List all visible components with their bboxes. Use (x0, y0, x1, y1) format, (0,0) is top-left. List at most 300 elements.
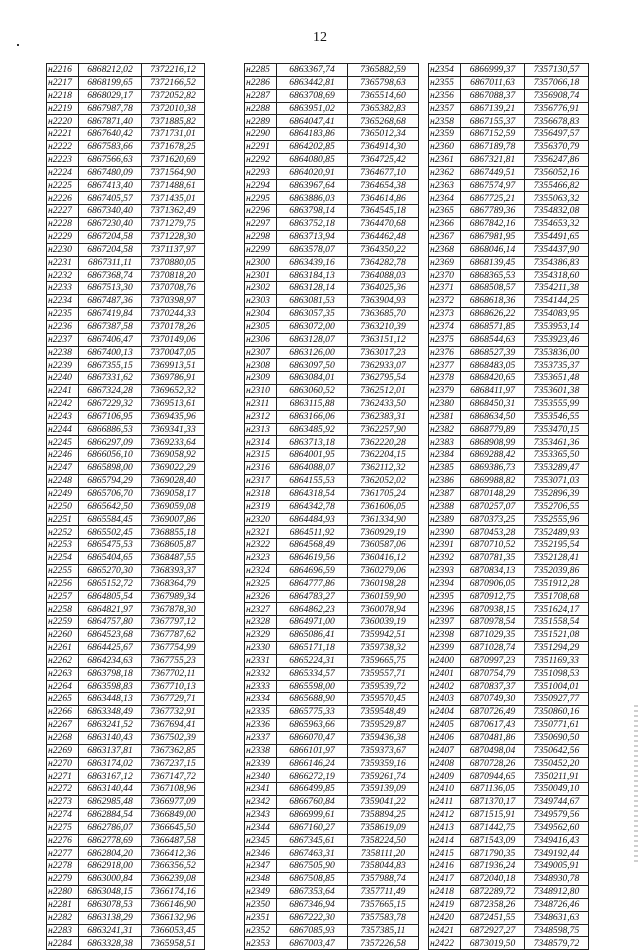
table-row (245, 937, 419, 950)
coord-y-cell: 7366053,45 (142, 924, 205, 937)
coord-x-cell: 6864088,07 (277, 462, 348, 475)
point-id-cell: н2255 (47, 564, 79, 577)
point-id-cell: н2275 (47, 821, 79, 834)
table-row (429, 513, 589, 526)
point-id-cell: н2246 (47, 449, 79, 462)
point-id-cell: н2373 (429, 308, 461, 321)
coord-y-cell: 7354083,95 (525, 308, 589, 321)
coord-x-cell: 6863241,31 (79, 924, 142, 937)
coord-y-cell: 7364725,42 (348, 153, 419, 166)
coord-y-cell: 7357988,74 (348, 873, 419, 886)
coord-y-cell: 7351624,17 (525, 603, 589, 616)
table-row (47, 757, 205, 770)
coord-y-cell: 7371228,30 (142, 230, 205, 243)
coord-y-cell: 7359557,71 (348, 667, 419, 680)
coord-x-cell: 6870997,23 (461, 654, 525, 667)
coord-y-cell: 7367108,96 (142, 783, 205, 796)
point-id-cell: н2224 (47, 166, 79, 179)
coord-x-cell: 6868046,14 (461, 243, 525, 256)
coord-x-cell: 6866760,84 (277, 796, 348, 809)
coord-x-cell: 6865598,00 (277, 680, 348, 693)
coord-x-cell: 6872451,55 (461, 911, 525, 924)
point-id-cell: н2374 (429, 320, 461, 333)
table-row (47, 924, 205, 937)
table-row (429, 577, 589, 590)
point-id-cell: н2345 (245, 834, 277, 847)
coord-y-cell: 7369022,29 (142, 462, 205, 475)
table-row (245, 436, 419, 449)
table-row (47, 629, 205, 642)
coord-y-cell: 7360198,28 (348, 577, 419, 590)
coord-y-cell: 7353923,46 (525, 333, 589, 346)
coord-x-cell: 6863752,18 (277, 218, 348, 231)
point-id-cell: н2305 (245, 320, 277, 333)
coord-y-cell: 7369233,64 (142, 436, 205, 449)
table-row (47, 128, 205, 141)
table-row (429, 243, 589, 256)
coord-x-cell: 6868544,63 (461, 333, 525, 346)
point-id-cell: н2361 (429, 153, 461, 166)
point-id-cell: н2308 (245, 359, 277, 372)
point-id-cell: н2254 (47, 552, 79, 565)
coord-x-cell: 6867230,40 (79, 218, 142, 231)
point-id-cell: н2331 (245, 654, 277, 667)
point-id-cell: н2338 (245, 744, 277, 757)
point-id-cell: н2369 (429, 256, 461, 269)
table-row (245, 860, 419, 873)
coord-y-cell: 7367797,12 (142, 616, 205, 629)
coord-x-cell: 6866146,24 (277, 757, 348, 770)
table-row (47, 230, 205, 243)
coord-x-cell: 6863439,16 (277, 256, 348, 269)
coord-y-cell: 7369059,08 (142, 500, 205, 513)
table-row (47, 308, 205, 321)
coord-x-cell: 6867871,40 (79, 115, 142, 128)
coord-y-cell: 7349416,43 (525, 834, 589, 847)
coord-x-cell: 6867405,57 (79, 192, 142, 205)
coord-x-cell: 6862884,54 (79, 808, 142, 821)
coord-y-cell: 7370880,05 (142, 256, 205, 269)
point-id-cell: н2237 (47, 333, 79, 346)
table-row (245, 385, 419, 398)
table-row (429, 654, 589, 667)
table-row (429, 796, 589, 809)
coord-x-cell: 6863951,02 (277, 102, 348, 115)
point-id-cell: н2248 (47, 475, 79, 488)
table-row (47, 577, 205, 590)
coord-x-cell: 6863166,06 (277, 410, 348, 423)
point-id-cell: н2407 (429, 744, 461, 757)
table-row (47, 397, 205, 410)
coord-x-cell: 6868450,31 (461, 397, 525, 410)
point-id-cell: н2363 (429, 179, 461, 192)
coord-x-cell: 6863367,74 (277, 64, 348, 77)
table-row (429, 873, 589, 886)
point-id-cell: н2286 (245, 76, 277, 89)
table-row (245, 667, 419, 680)
table-row (47, 141, 205, 154)
coord-y-cell: 7352706,55 (525, 500, 589, 513)
coord-y-cell: 7369786,91 (142, 372, 205, 385)
table-row (47, 320, 205, 333)
coord-x-cell: 6871515,91 (461, 808, 525, 821)
table-row (245, 462, 419, 475)
coord-y-cell: 7371488,61 (142, 179, 205, 192)
point-id-cell: н2366 (429, 218, 461, 231)
coord-y-cell: 7366645,50 (142, 821, 205, 834)
coord-y-cell: 7353546,55 (525, 410, 589, 423)
point-id-cell: н2406 (429, 731, 461, 744)
point-id-cell: н2270 (47, 757, 79, 770)
coord-y-cell: 7368487,55 (142, 552, 205, 565)
point-id-cell: н2266 (47, 706, 79, 719)
coord-x-cell: 6864523,68 (79, 629, 142, 642)
table-row (429, 487, 589, 500)
coord-y-cell: 7359529,87 (348, 719, 419, 732)
table-row (429, 847, 589, 860)
table-body (47, 64, 205, 950)
coord-y-cell: 7356497,57 (525, 128, 589, 141)
coord-x-cell: 6863084,01 (277, 372, 348, 385)
coord-y-cell: 7364614,86 (348, 192, 419, 205)
coord-y-cell: 7371435,01 (142, 192, 205, 205)
coord-x-cell: 6864234,63 (79, 654, 142, 667)
point-id-cell: н2279 (47, 873, 79, 886)
coord-x-cell: 6863184,13 (277, 269, 348, 282)
coord-x-cell: 6868908,99 (461, 436, 525, 449)
table-row (429, 76, 589, 89)
table-row (245, 333, 419, 346)
coord-y-cell: 7353836,00 (525, 346, 589, 359)
coord-x-cell: 6870906,05 (461, 577, 525, 590)
point-id-cell: н2265 (47, 693, 79, 706)
table-row (47, 937, 205, 950)
point-id-cell: н2303 (245, 295, 277, 308)
coord-x-cell: 6870781,35 (461, 552, 525, 565)
point-id-cell: н2336 (245, 719, 277, 732)
coord-y-cell: 7362257,90 (348, 423, 419, 436)
coord-y-cell: 7368364,79 (142, 577, 205, 590)
point-id-cell: н2391 (429, 539, 461, 552)
point-id-cell: н2419 (429, 898, 461, 911)
point-id-cell: н2388 (429, 500, 461, 513)
coord-y-cell: 7350049,10 (525, 783, 589, 796)
point-id-cell: н2216 (47, 64, 79, 77)
table-row (47, 796, 205, 809)
coord-y-cell: 7357385,11 (348, 924, 419, 937)
table-row (429, 526, 589, 539)
coord-x-cell: 6865334,57 (277, 667, 348, 680)
point-id-cell: н2349 (245, 886, 277, 899)
table-row (429, 153, 589, 166)
table-row (429, 269, 589, 282)
table-row (47, 346, 205, 359)
coord-y-cell: 7367732,91 (142, 706, 205, 719)
point-id-cell: н2356 (429, 89, 461, 102)
coord-y-cell: 7348930,78 (525, 873, 589, 886)
coord-y-cell: 7359570,45 (348, 693, 419, 706)
coord-x-cell: 6863057,35 (277, 308, 348, 321)
point-id-cell: н2415 (429, 847, 461, 860)
coord-x-cell: 6865152,72 (79, 577, 142, 590)
coord-y-cell: 7366146,90 (142, 898, 205, 911)
coord-x-cell: 6866272,19 (277, 770, 348, 783)
point-id-cell: н2335 (245, 706, 277, 719)
coord-x-cell: 6872927,27 (461, 924, 525, 937)
coord-x-cell: 6864318,54 (277, 487, 348, 500)
point-id-cell: н2332 (245, 667, 277, 680)
table-row (429, 731, 589, 744)
coord-y-cell: 7350452,20 (525, 757, 589, 770)
point-id-cell: н2256 (47, 577, 79, 590)
coord-x-cell: 6872040,18 (461, 873, 525, 886)
point-id-cell: н2240 (47, 372, 79, 385)
point-id-cell: н2408 (429, 757, 461, 770)
table-row (245, 757, 419, 770)
coord-x-cell: 6871790,35 (461, 847, 525, 860)
point-id-cell: н2390 (429, 526, 461, 539)
coord-x-cell: 6863708,69 (277, 89, 348, 102)
point-id-cell: н2233 (47, 282, 79, 295)
coord-x-cell: 6863448,13 (79, 693, 142, 706)
point-id-cell: н2288 (245, 102, 277, 115)
coord-y-cell: 7348912,80 (525, 886, 589, 899)
table-row (429, 603, 589, 616)
coord-x-cell: 6868420,65 (461, 372, 525, 385)
table-row (429, 218, 589, 231)
point-id-cell: н2322 (245, 539, 277, 552)
coord-y-cell: 7371362,49 (142, 205, 205, 218)
coord-x-cell: 6864001,95 (277, 449, 348, 462)
table-row (245, 230, 419, 243)
coord-y-cell: 7366239,08 (142, 873, 205, 886)
point-id-cell: н2273 (47, 796, 79, 809)
table-row (429, 590, 589, 603)
coord-y-cell: 7361705,24 (348, 487, 419, 500)
table-row (429, 436, 589, 449)
table-row (245, 179, 419, 192)
coord-y-cell: 7367694,41 (142, 719, 205, 732)
coord-y-cell: 7351708,68 (525, 590, 589, 603)
table-row (245, 680, 419, 693)
coord-x-cell: 6870749,30 (461, 693, 525, 706)
coord-x-cell: 6863060,52 (277, 385, 348, 398)
table-row (245, 218, 419, 231)
point-id-cell: н2400 (429, 654, 461, 667)
coord-y-cell: 7353071,03 (525, 475, 589, 488)
table-row (429, 680, 589, 693)
coord-x-cell: 6865642,50 (79, 500, 142, 513)
coord-y-cell: 7356908,74 (525, 89, 589, 102)
table-row (245, 346, 419, 359)
table-row (429, 552, 589, 565)
point-id-cell: н2411 (429, 796, 461, 809)
coord-x-cell: 6870938,15 (461, 603, 525, 616)
coord-x-cell: 6863967,64 (277, 179, 348, 192)
coord-x-cell: 6865794,29 (79, 475, 142, 488)
point-id-cell: н2385 (429, 462, 461, 475)
table-row (47, 680, 205, 693)
coord-y-cell: 7354211,38 (525, 282, 589, 295)
coord-x-cell: 6871136,05 (461, 783, 525, 796)
coord-y-cell: 7363017,23 (348, 346, 419, 359)
point-id-cell: н2234 (47, 295, 79, 308)
table-row (245, 564, 419, 577)
coord-x-cell: 6869288,42 (461, 449, 525, 462)
coord-x-cell: 6864342,78 (277, 500, 348, 513)
coord-y-cell: 7364654,38 (348, 179, 419, 192)
table-row (47, 205, 205, 218)
point-id-cell: н2398 (429, 629, 461, 642)
coord-y-cell: 7366977,09 (142, 796, 205, 809)
coord-y-cell: 7367710,13 (142, 680, 205, 693)
coord-y-cell: 7353470,15 (525, 423, 589, 436)
coord-x-cell: 6864202,85 (277, 141, 348, 154)
point-id-cell: н2329 (245, 629, 277, 642)
table-row (429, 500, 589, 513)
point-id-cell: н2417 (429, 873, 461, 886)
coord-y-cell: 7366849,00 (142, 808, 205, 821)
table-row (429, 372, 589, 385)
coord-y-cell: 7370398,97 (142, 295, 205, 308)
table-row (47, 911, 205, 924)
point-id-cell: н2282 (47, 911, 79, 924)
table-row (47, 821, 205, 834)
coord-x-cell: 6867566,63 (79, 153, 142, 166)
coord-x-cell: 6867088,37 (461, 89, 525, 102)
table-row (429, 462, 589, 475)
coord-x-cell: 6863713,18 (277, 436, 348, 449)
table-row (47, 115, 205, 128)
point-id-cell: н2235 (47, 308, 79, 321)
table-row (429, 230, 589, 243)
point-id-cell: н2280 (47, 886, 79, 899)
coord-y-cell: 7354386,83 (525, 256, 589, 269)
point-id-cell: н2295 (245, 192, 277, 205)
table-row (245, 269, 419, 282)
coord-x-cell: 6865584,45 (79, 513, 142, 526)
coord-x-cell: 6867345,61 (277, 834, 348, 847)
coord-y-cell: 7356678,83 (525, 115, 589, 128)
coord-y-cell: 7371731,01 (142, 128, 205, 141)
coord-x-cell: 6867406,47 (79, 333, 142, 346)
coord-y-cell: 7364462,48 (348, 230, 419, 243)
coord-y-cell: 7367754,99 (142, 641, 205, 654)
point-id-cell: н2328 (245, 616, 277, 629)
coord-x-cell: 6868365,53 (461, 269, 525, 282)
table-row (429, 706, 589, 719)
coord-x-cell: 6866070,47 (277, 731, 348, 744)
point-id-cell: н2247 (47, 462, 79, 475)
point-id-cell: н2274 (47, 808, 79, 821)
table-row (245, 783, 419, 796)
coord-y-cell: 7349562,60 (525, 821, 589, 834)
point-id-cell: н2232 (47, 269, 79, 282)
coord-y-cell: 7370149,06 (142, 333, 205, 346)
coord-x-cell: 6868139,45 (461, 256, 525, 269)
table-row (47, 475, 205, 488)
point-id-cell: н2242 (47, 397, 79, 410)
point-id-cell: н2310 (245, 385, 277, 398)
table-row (245, 616, 419, 629)
coord-x-cell: 6867139,21 (461, 102, 525, 115)
coord-x-cell: 6870617,43 (461, 719, 525, 732)
coord-y-cell: 7363904,93 (348, 295, 419, 308)
point-id-cell: н2383 (429, 436, 461, 449)
point-id-cell: н2225 (47, 179, 79, 192)
table-row (47, 808, 205, 821)
table-row (429, 808, 589, 821)
point-id-cell: н2404 (429, 706, 461, 719)
coord-x-cell: 6864696,59 (277, 564, 348, 577)
coord-y-cell: 7371564,90 (142, 166, 205, 179)
point-id-cell: н2354 (429, 64, 461, 77)
coord-x-cell: 6868199,65 (79, 76, 142, 89)
coord-x-cell: 6868029,17 (79, 89, 142, 102)
coord-x-cell: 6866999,37 (461, 64, 525, 77)
coord-y-cell: 7358224,50 (348, 834, 419, 847)
point-id-cell: н2327 (245, 603, 277, 616)
table-row (245, 295, 419, 308)
coord-x-cell: 6873019,50 (461, 937, 525, 950)
table-row (245, 693, 419, 706)
coord-x-cell: 6867789,36 (461, 205, 525, 218)
coord-x-cell: 6867419,84 (79, 308, 142, 321)
point-id-cell: н2249 (47, 487, 79, 500)
coord-x-cell: 6864047,41 (277, 115, 348, 128)
point-id-cell: н2377 (429, 359, 461, 372)
table-row (245, 76, 419, 89)
coord-x-cell: 6869386,73 (461, 462, 525, 475)
point-id-cell: н2293 (245, 166, 277, 179)
table-row (47, 783, 205, 796)
coord-x-cell: 6870498,04 (461, 744, 525, 757)
coord-x-cell: 6863072,00 (277, 320, 348, 333)
coord-y-cell: 7364350,22 (348, 243, 419, 256)
table-row (429, 744, 589, 757)
coord-y-cell: 7358044,83 (348, 860, 419, 873)
coord-y-cell: 7359261,74 (348, 770, 419, 783)
table-row (47, 564, 205, 577)
coord-y-cell: 7359041,22 (348, 796, 419, 809)
table-row (245, 256, 419, 269)
table-row (429, 719, 589, 732)
table-row (429, 770, 589, 783)
table-row (47, 166, 205, 179)
coord-x-cell: 6864511,92 (277, 526, 348, 539)
point-id-cell: н2368 (429, 243, 461, 256)
table-row (47, 436, 205, 449)
table-row (47, 282, 205, 295)
point-id-cell: н2348 (245, 873, 277, 886)
point-id-cell: н2333 (245, 680, 277, 693)
table-row (245, 500, 419, 513)
coord-x-cell: 6867487,36 (79, 295, 142, 308)
point-id-cell: н2259 (47, 616, 79, 629)
coord-x-cell: 6867355,15 (79, 359, 142, 372)
table-row (47, 256, 205, 269)
point-id-cell: н2341 (245, 783, 277, 796)
table-row (245, 706, 419, 719)
coord-y-cell: 7350860,16 (525, 706, 589, 719)
coord-x-cell: 6863097,50 (277, 359, 348, 372)
coord-y-cell: 7371678,25 (142, 141, 205, 154)
coord-y-cell: 7372216,12 (142, 64, 205, 77)
table-row (245, 89, 419, 102)
coord-y-cell: 7357665,15 (348, 898, 419, 911)
point-id-cell: н2376 (429, 346, 461, 359)
point-id-cell: н2218 (47, 89, 79, 102)
